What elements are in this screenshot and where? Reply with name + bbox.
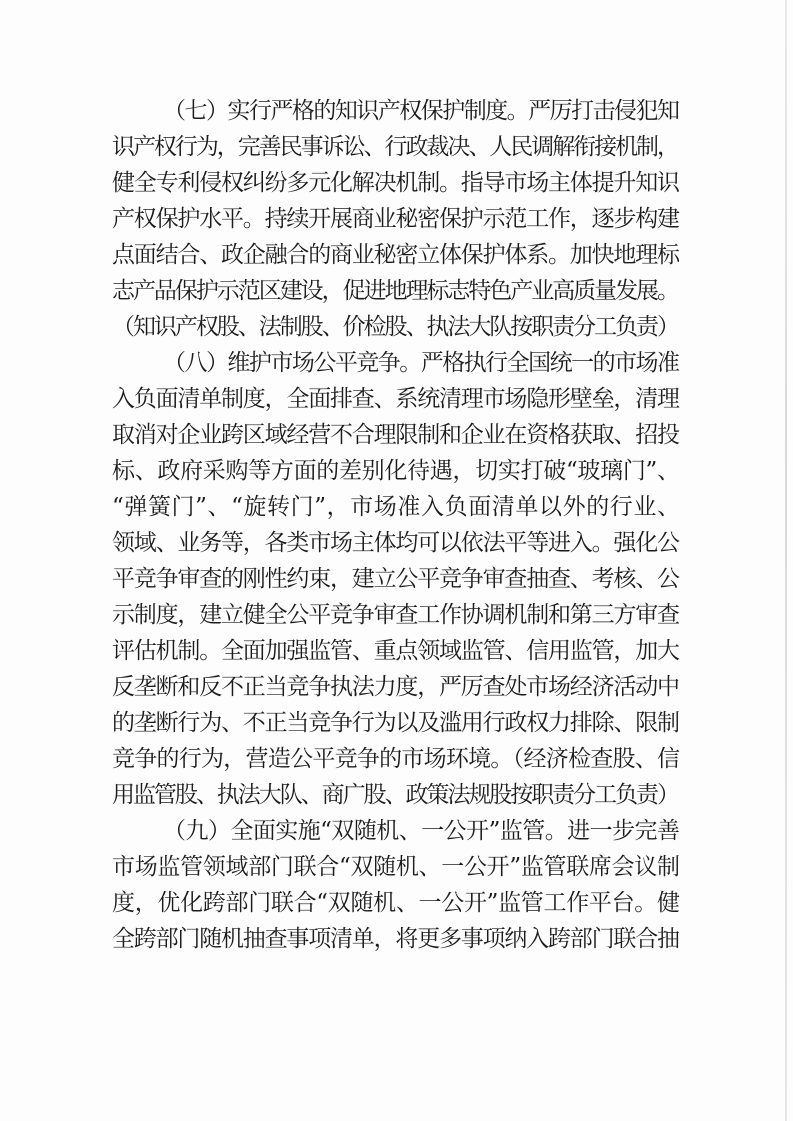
- text-line: 识产权行为，完善民事诉讼、行政裁决、人民调解衔接机制，: [112, 134, 678, 160]
- text-line: 示制度，建立健全公平竞争审查工作协调机制和第三方审查: [112, 602, 679, 628]
- text-line: 标、政府采购等方面的差别化待遇，切实打破“玻璃门”、: [112, 458, 680, 484]
- text-line: （八）维护市场公平竞争。严格执行全国统一的市场准: [163, 350, 679, 376]
- text-line: （知识产权股、法制股、价检股、执法大队按职责分工负责）: [112, 314, 678, 340]
- text-line: 用监管股、执法大队、商广股、政策法规股按职责分工负责）: [112, 782, 678, 808]
- text-line: 平竞争审查的刚性约束，建立公平竞争审查抽查、考核、公: [112, 566, 679, 592]
- text-line: 反垄断和反不正当竞争执法力度，严厉查处市场经济活动中: [112, 674, 679, 700]
- text-line: 取消对企业跨区域经营不合理限制和企业在资格获取、招投: [112, 422, 679, 448]
- text-line: 全跨部门随机抽查事项清单，将更多事项纳入跨部门联合抽: [112, 926, 679, 952]
- text-line: 度，优化跨部门联合“双随机、一公开”监管工作平台。健: [112, 890, 680, 916]
- page-edge-shadow: [785, 0, 787, 1121]
- text-line: 志产品保护示范区建设，促进地理标志特色产业高质量发展。: [112, 278, 678, 304]
- text-line: （九）全面实施“双随机、一公开”监管。进一步完善: [163, 818, 680, 844]
- text-line: （七）实行严格的知识产权保护制度。严厉打击侵犯知: [163, 98, 679, 124]
- text-line: 市场监管领域部门联合“双随机、一公开”监管联席会议制: [112, 854, 680, 880]
- text-line: 入负面清单制度，全面排查、系统清理市场隐形壁垒，清理: [112, 386, 679, 412]
- text-line: 产权保护水平。持续开展商业秘密保护示范工作，逐步构建: [112, 206, 679, 232]
- text-line: 的垄断行为、不正当竞争行为以及滥用行政权力排除、限制: [112, 710, 679, 736]
- text-line: 竞争的行为，营造公平竞争的市场环境。（经济检查股、信: [112, 746, 680, 772]
- text-line: 健全专利侵权纠纷多元化解决机制。指导市场主体提升知识: [112, 170, 679, 196]
- text-line: 点面结合、政企融合的商业秘密立体保护体系。加快地理标: [112, 242, 679, 268]
- text-line: 领域、业务等，各类市场主体均可以依法平等进入。强化公: [112, 530, 679, 556]
- text-line: “弹簧门”、“旋转门”，市场准入负面清单以外的行业、: [112, 494, 681, 520]
- text-line: 评估机制。全面加强监管、重点领域监管、信用监管，加大: [112, 638, 679, 664]
